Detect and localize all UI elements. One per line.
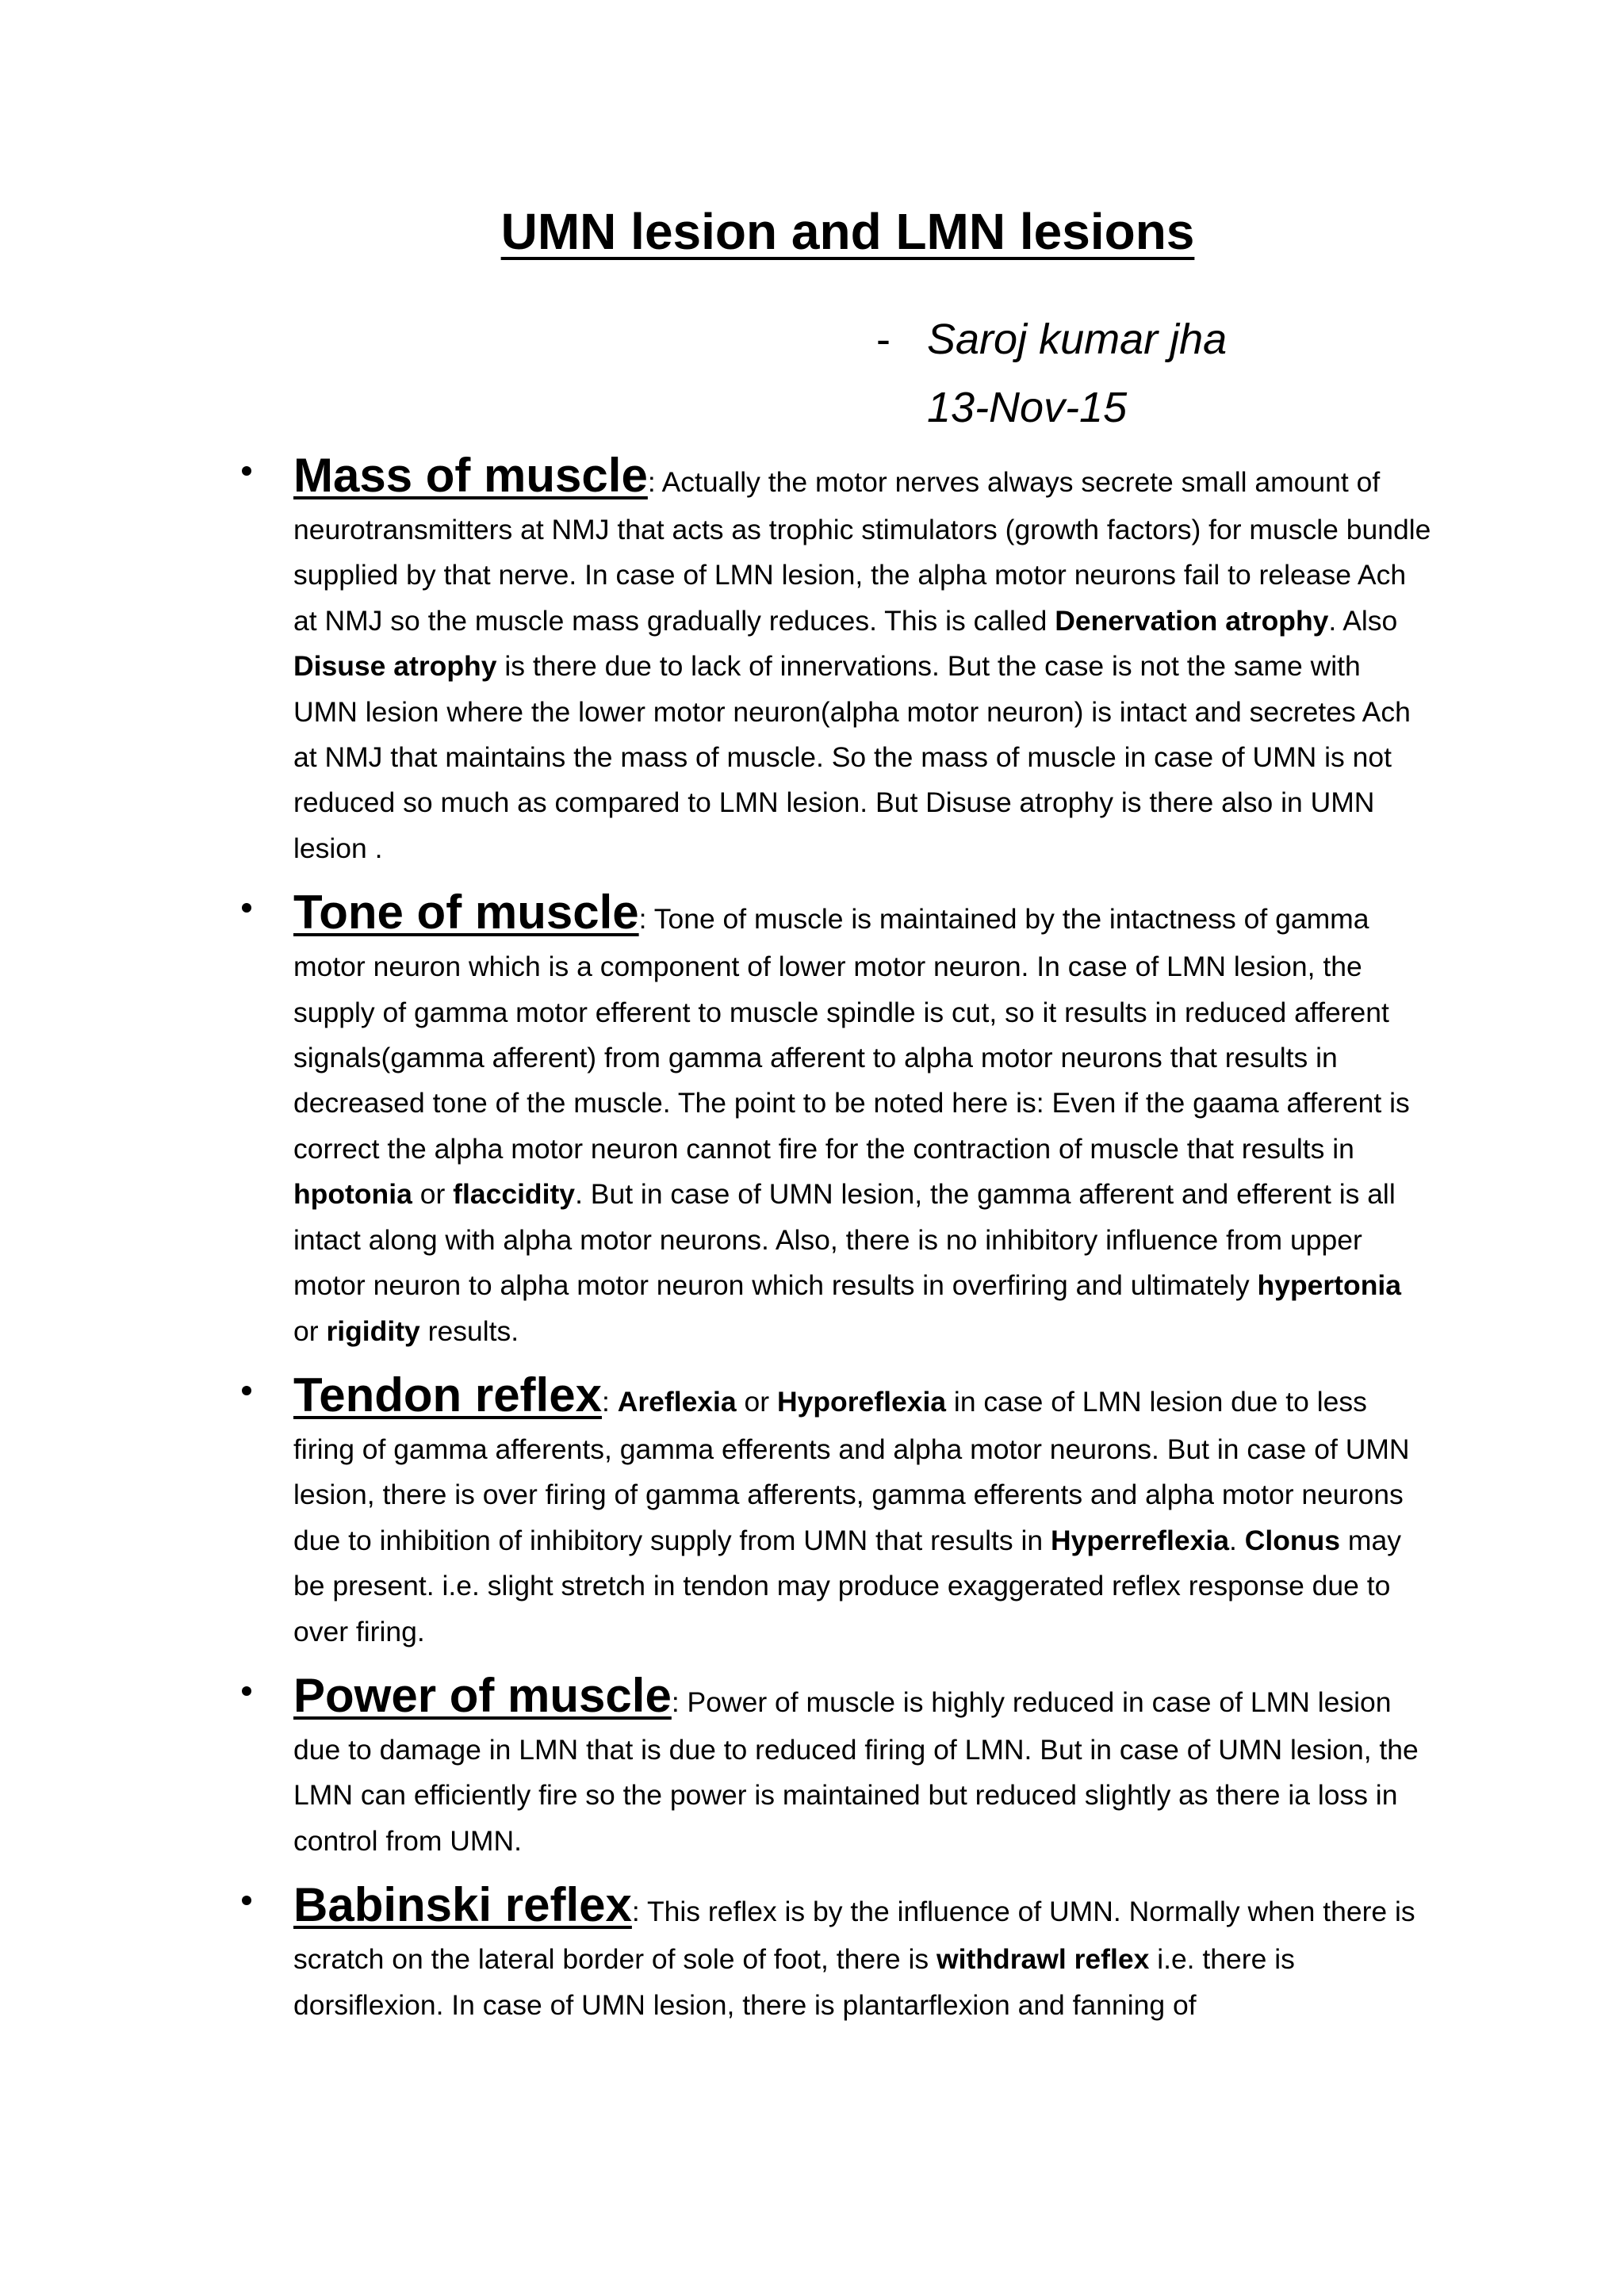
list-item	[242, 1364, 1431, 1655]
bullet-list	[242, 444, 1431, 2038]
section-bold-term: rigidity	[326, 1314, 420, 1347]
section-segment: i.e. there is dorsiflexion. In case of UMN lesion, there is plantarflexion and fanning of	[293, 1943, 1295, 2021]
section-segment: : Power of muscle is highly reduced in case of LMN lesion due to damage in LMN that is due to reduced firing of LMN. But in case of UMN lesion, the LMN can efficiently fire so the power is maintained but reduced slightly as there ia loss in control from UMN.	[293, 1686, 1419, 1857]
section-heading: Tendon reflex	[293, 1368, 602, 1422]
byline	[876, 305, 1227, 442]
section-segment: : Tone of muscle is maintained by the intactness of gamma motor neuron which is a component of lower motor neuron. In case of LMN lesion, the supply of gamma motor efferent to muscle spindle is cut, so it results in reduced afferent signals(gamma afferent) from gamma afferent to alpha motor neurons that results in decreased tone of the muscle. The point to be noted here is: Even if the gaama afferent is correct the alpha motor neuron cannot fire for the contraction of muscle that results in	[293, 903, 1410, 1165]
section-bold-term: Denervation atrophy	[1055, 604, 1329, 637]
section-segment: or	[293, 1314, 327, 1347]
section-bold-term: Hyperreflexia	[1051, 1524, 1229, 1556]
list-item	[242, 1664, 1431, 1864]
author-line	[876, 305, 1227, 373]
section-bold-term: hpotonia	[293, 1178, 412, 1211]
section-segment: or	[736, 1385, 777, 1418]
author-dash: -	[876, 316, 891, 363]
section-heading: Mass of muscle	[293, 449, 648, 502]
bullet-icon	[242, 903, 251, 913]
bullet-icon	[242, 466, 251, 476]
section-body	[293, 1364, 1431, 1655]
section-heading: Babinski reflex	[293, 1878, 632, 1932]
list-item	[242, 444, 1431, 871]
list-item	[242, 1873, 1431, 2028]
section-body	[293, 881, 1431, 1354]
section-body	[293, 1664, 1431, 1864]
section-segment: or	[412, 1178, 454, 1211]
date-line	[876, 373, 1227, 442]
section-segment: :	[601, 1385, 618, 1418]
bullet-icon	[242, 1896, 251, 1905]
section-segment: .	[1228, 1524, 1245, 1556]
section-segment: : Actually the motor nerves always secrete small amount of neurotransmitters at NMJ that acts as trophic stimulators (growth factors) for muscle bundle supplied by that nerve. In case of LMN lesion, the alpha motor neurons fail to release Ach at NMJ so the muscle mass gradually reduces. This is called	[293, 466, 1431, 637]
section-segment: . Also	[1328, 604, 1398, 637]
document-title: UMN lesion and LMN lesions	[500, 203, 1195, 260]
section-segment: results.	[419, 1314, 519, 1347]
section-bold-term: Hyporeflexia	[776, 1385, 947, 1418]
section-segment: in case of LMN lesion due to less firing of gamma afferents, gamma efferents and alpha motor neurons. But in case of UMN lesion, there is over firing of gamma afferents, gamma efferents and alpha motor neurons due to inhibition of inhibitory supply from UMN that results in	[293, 1385, 1410, 1556]
section-segment: may be present. i.e. slight stretch in tendon may produce exaggerated reflex response due to over firing.	[293, 1524, 1401, 1647]
section-segment: . But in case of UMN lesion, the gamma afferent and efferent is all intact along with alpha motor neurons. Also, there is no inhibitory influence from upper motor neuron to alpha motor neuron which results in overfiring and ultimately	[293, 1178, 1396, 1302]
section-bold-term: withdrawl reflex	[936, 1943, 1150, 1976]
section-bold-term: Areflexia	[617, 1385, 737, 1418]
section-body	[293, 1873, 1431, 2028]
author-name: Saroj kumar jha	[927, 316, 1228, 363]
section-heading: Power of muscle	[293, 1668, 672, 1722]
section-heading: Tone of muscle	[293, 886, 639, 939]
section-body	[293, 444, 1431, 871]
bullet-icon	[242, 1386, 251, 1395]
section-segment: : This reflex is by the influence of UMN. Normally when there is scratch on the lateral border of sole of foot, there is	[293, 1896, 1415, 1976]
section-bold-term: Clonus	[1244, 1524, 1341, 1556]
bullet-icon	[242, 1686, 251, 1696]
document-date: 13-Nov-15	[927, 384, 1128, 431]
section-bold-term: hypertonia	[1257, 1269, 1401, 1302]
section-segment: is there due to lack of innervations. But the case is not the same with UMN lesion where the lower motor neuron(alpha motor neuron) is intact and secretes Ach at NMJ that maintains the mass of muscle. So the mass of muscle in case of UMN is not reduced so much as compared to LMN lesion. But Disuse atrophy is there also in UMN lesion .	[293, 650, 1411, 864]
section-bold-term: flaccidity	[453, 1178, 576, 1211]
list-item	[242, 881, 1431, 1354]
section-bold-term: Disuse atrophy	[293, 650, 497, 683]
